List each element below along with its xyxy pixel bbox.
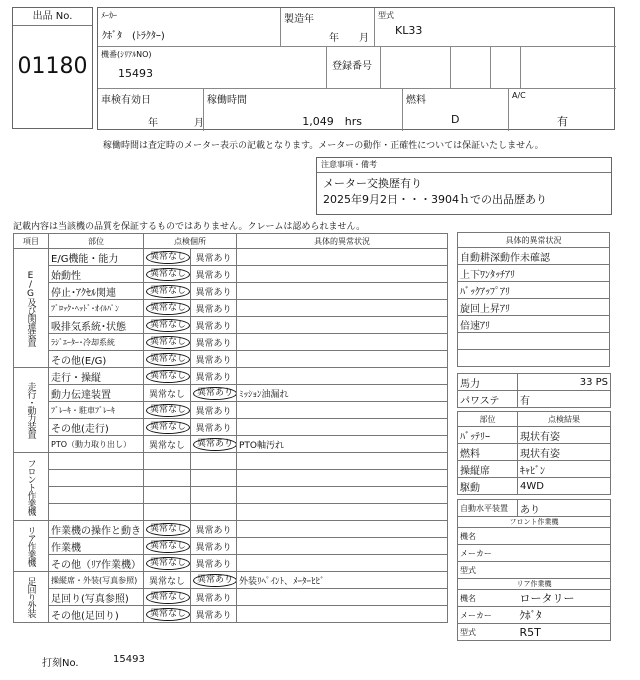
check-ok xyxy=(144,351,191,368)
issue-item: ﾊﾞｯｸｱｯﾌﾟｱﾘ xyxy=(458,282,610,299)
model-value: KL33 xyxy=(395,24,423,37)
no-abnormality-option: 異常なし xyxy=(146,251,190,264)
abnormality-option: 異常あり xyxy=(195,253,232,264)
check-ok xyxy=(144,385,191,402)
table-row xyxy=(14,300,448,317)
serial-label: 機番(ｼﾘｱﾙNO) xyxy=(101,50,152,59)
check-ok xyxy=(144,555,191,572)
abnormality-option: 異常あり xyxy=(195,406,232,417)
check-ok xyxy=(144,266,191,283)
check-ng xyxy=(191,283,237,300)
issue-item: 旋回上昇ｱﾘ xyxy=(458,299,610,316)
check-ng xyxy=(191,436,237,453)
part-name: PTO（動力取り出し） xyxy=(49,436,144,453)
check-ng xyxy=(191,402,237,419)
rear-implement-row xyxy=(458,590,611,607)
abnormality-option: 異常あり xyxy=(195,270,232,281)
specs-table xyxy=(457,373,611,408)
model-cell xyxy=(375,8,616,47)
auto-level-label: 自動水平装置 xyxy=(458,500,518,517)
group-label: E/G及び関連装置 xyxy=(14,249,49,368)
check-ok xyxy=(144,436,191,453)
issue-row xyxy=(458,282,610,299)
issue-row xyxy=(458,350,610,367)
check-ng xyxy=(191,589,237,606)
abnormality-option: 異常あり xyxy=(195,593,232,604)
detail xyxy=(237,538,448,555)
detail xyxy=(237,249,448,266)
check-ok xyxy=(144,419,191,436)
fuel-cell xyxy=(403,89,509,131)
check-ng xyxy=(191,538,237,555)
power-steering-value: 有 xyxy=(518,391,611,408)
table-row xyxy=(14,402,448,419)
group-label: フロント作業機 xyxy=(14,453,49,521)
issue-item xyxy=(458,333,610,350)
check-ng xyxy=(191,368,237,385)
abnormality-option: 異常あり xyxy=(195,423,232,434)
detail: ﾐｯｼｮﾝ油漏れ xyxy=(237,385,448,402)
check-ng xyxy=(191,351,237,368)
table-row xyxy=(14,538,448,555)
year-cell xyxy=(281,8,375,47)
table-row xyxy=(14,589,448,606)
implement-field-label: 機名 xyxy=(458,590,518,607)
group-label: 足回り外装 xyxy=(14,572,49,623)
part-name: 走行・操縦 xyxy=(49,368,144,385)
part-name xyxy=(49,470,144,487)
part-name: その他(走行) xyxy=(49,419,144,436)
abnormality-option: 異常あり xyxy=(193,438,237,451)
no-abnormality-option: 異常なし xyxy=(146,370,190,383)
check-ng xyxy=(191,470,237,487)
detail xyxy=(237,453,448,470)
part-name xyxy=(49,487,144,504)
check-ng xyxy=(191,453,237,470)
group-label: リア作業機 xyxy=(14,521,49,572)
maker-label: ﾒｰｶｰ xyxy=(101,11,117,20)
header-item: 項目 xyxy=(14,234,49,249)
detail xyxy=(237,504,448,521)
part-name: 動力伝達装置 xyxy=(49,385,144,402)
ac-cell xyxy=(509,89,616,131)
detail xyxy=(237,402,448,419)
inspection-label: 車検有効日 xyxy=(101,95,151,106)
no-abnormality-option: 異常なし xyxy=(146,540,190,553)
issue-row xyxy=(458,316,610,333)
model-label: 型式 xyxy=(378,11,394,20)
serial-value: 15493 xyxy=(118,67,153,80)
hp-label: 馬力 xyxy=(458,374,518,391)
part-name xyxy=(49,453,144,470)
abnormality-option: 異常あり xyxy=(195,372,232,383)
reg-box-3 xyxy=(491,47,521,89)
check-ok xyxy=(144,317,191,334)
abnormality-option: 異常あり xyxy=(195,525,232,536)
part-name: 作業機 xyxy=(49,538,144,555)
issue-row xyxy=(458,265,610,282)
implement-field-label: 型式 xyxy=(458,624,518,641)
detail xyxy=(237,266,448,283)
no-abnormality-option: 異常なし xyxy=(146,591,190,604)
check-ok xyxy=(144,538,191,555)
fuel-value: D xyxy=(451,113,460,126)
check-ng xyxy=(191,300,237,317)
implement-field-label: 型式 xyxy=(458,562,518,579)
group-label: 走行・動力装置 xyxy=(14,368,49,453)
implement-field-value xyxy=(518,562,611,579)
part-name: ﾌﾞﾛｯｸ･ﾍｯﾄﾞ･ｵｲﾙﾊﾟﾝ xyxy=(49,300,144,317)
table-row xyxy=(14,266,448,283)
abnormality-option: 異常あり xyxy=(193,574,237,587)
rear-implement-header: リア作業機 xyxy=(458,579,611,590)
part-name: ﾗｼﾞｴｰﾀｰ･冷却系統 xyxy=(49,334,144,351)
ac-value: 有 xyxy=(557,115,568,128)
detail: 外装ﾘﾍﾟｲﾝﾄ、ﾒｰﾀｰﾋﾋﾞ xyxy=(237,572,448,589)
table-row xyxy=(14,504,448,521)
check-ng xyxy=(191,334,237,351)
check-ng xyxy=(191,266,237,283)
inspection-table xyxy=(13,233,448,623)
front-implement-header: フロント作業機 xyxy=(458,517,611,528)
check-ng xyxy=(191,572,237,589)
detail xyxy=(237,368,448,385)
no-abnormality-option: 異常なし xyxy=(146,319,190,332)
check-result: 現状有姿 xyxy=(518,444,611,461)
check-ok xyxy=(144,334,191,351)
abnormality-option: 異常あり xyxy=(195,542,232,553)
check-part: 操縦席 xyxy=(458,461,518,478)
check-header-part: 部位 xyxy=(458,412,518,427)
detail xyxy=(237,487,448,504)
header-part: 部位 xyxy=(49,234,144,249)
issue-row xyxy=(458,333,610,350)
header-grid xyxy=(97,7,615,130)
table-row xyxy=(14,385,448,402)
abnormality-option: 異常あり xyxy=(195,287,232,298)
check-row xyxy=(458,444,611,461)
implement-field-label: メーカー xyxy=(458,545,518,562)
reg-label: 登録番号 xyxy=(332,61,372,72)
part-name: その他(E/G) xyxy=(49,351,144,368)
notes-label: 注意事項・備考 xyxy=(317,158,611,173)
abnormality-option: 異常あり xyxy=(193,387,237,400)
check-part: 燃料 xyxy=(458,444,518,461)
hp-value: 33 PS xyxy=(518,374,611,391)
implement-header xyxy=(458,579,611,590)
listing-no-box xyxy=(12,7,93,129)
table-row xyxy=(14,351,448,368)
detail xyxy=(237,589,448,606)
table-row xyxy=(14,487,448,504)
implements-table xyxy=(457,499,611,641)
check-ng xyxy=(191,521,237,538)
inspection-year-unit: 年 xyxy=(148,118,158,129)
no-abnormality-option: 異常なし xyxy=(146,404,190,417)
reg-box-4 xyxy=(521,47,616,89)
detail xyxy=(237,317,448,334)
notes-line-2: 2025年9月2日・・・3904ｈでの出品歴あり xyxy=(323,193,547,206)
issue-row xyxy=(458,299,610,316)
check-result: 現状有姿 xyxy=(518,427,611,444)
table-row xyxy=(14,606,448,623)
table-row xyxy=(14,419,448,436)
implement-field-label: 機名 xyxy=(458,528,518,545)
issue-item: 倍速ｱﾘ xyxy=(458,316,610,333)
detail xyxy=(237,300,448,317)
year-label: 製造年 xyxy=(284,14,314,25)
auto-level-value: あり xyxy=(518,500,611,517)
header-check: 点検個所 xyxy=(144,234,237,249)
check-part: 駆動 xyxy=(458,478,518,495)
notes-line-1: メーター交換歴有り xyxy=(323,177,422,190)
detail: PTO軸汚れ xyxy=(237,436,448,453)
part-name: 作業機の操作と動き xyxy=(49,521,144,538)
ac-label: A/C xyxy=(512,91,526,100)
serial-cell xyxy=(98,47,327,89)
table-header xyxy=(14,234,448,249)
inspection-cell xyxy=(98,89,204,131)
fuel-label: 燃料 xyxy=(406,95,426,106)
table-row xyxy=(14,249,448,266)
table-row xyxy=(14,283,448,300)
table-row xyxy=(14,555,448,572)
check-row xyxy=(458,461,611,478)
check-ok xyxy=(144,300,191,317)
disclaimer: 記載内容は当該機の品質を保証するものではありません。クレームは認められません。 xyxy=(13,222,366,232)
right-issues-table xyxy=(457,232,610,367)
check-ok xyxy=(144,453,191,470)
detail xyxy=(237,334,448,351)
detail xyxy=(237,283,448,300)
implement-field-value xyxy=(518,528,611,545)
check-ng xyxy=(191,419,237,436)
issue-item xyxy=(458,350,610,367)
check-ng xyxy=(191,249,237,266)
check-ng xyxy=(191,606,237,623)
month-unit: 月 xyxy=(359,33,369,44)
no-abnormality-option: 異常なし xyxy=(148,440,185,451)
abnormality-option: 異常あり xyxy=(195,338,232,349)
detail xyxy=(237,351,448,368)
check-ok xyxy=(144,572,191,589)
right-issues-header: 具体的異常状況 xyxy=(458,233,610,248)
reg-box-1 xyxy=(381,47,451,89)
implement-field-value: ロータリー xyxy=(518,590,611,607)
check-header-result: 点検結果 xyxy=(518,412,611,427)
part-name: 吸排気系統･状態 xyxy=(49,317,144,334)
detail xyxy=(237,606,448,623)
implement-header xyxy=(458,517,611,528)
stamp-value: 15493 xyxy=(113,654,145,665)
table-row xyxy=(14,521,448,538)
check-ok xyxy=(144,504,191,521)
check-ok xyxy=(144,283,191,300)
abnormality-option: 異常あり xyxy=(195,610,232,621)
check-ok xyxy=(144,470,191,487)
no-abnormality-option: 異常なし xyxy=(146,557,190,570)
check-row xyxy=(458,427,611,444)
rear-implement-row xyxy=(458,624,611,641)
notes-box xyxy=(316,157,612,215)
implement-field-value xyxy=(518,545,611,562)
part-name: 操縦席・外装(写真参照) xyxy=(49,572,144,589)
no-abnormality-option: 異常なし xyxy=(148,576,185,587)
abnormality-option: 異常あり xyxy=(195,559,232,570)
rear-implement-row xyxy=(458,607,611,624)
check-ok xyxy=(144,589,191,606)
check-ok xyxy=(144,249,191,266)
header-detail: 具体的異常状況 xyxy=(237,234,448,249)
abnormality-option: 異常あり xyxy=(195,304,232,315)
no-abnormality-option: 異常なし xyxy=(146,302,190,315)
part-name: 停止･ｱｸｾﾙ関連 xyxy=(49,283,144,300)
hours-cell xyxy=(204,89,403,131)
check-ng xyxy=(191,487,237,504)
inspection-month-unit: 月 xyxy=(194,118,204,129)
check-ok xyxy=(144,487,191,504)
detail xyxy=(237,555,448,572)
no-abnormality-option: 異常なし xyxy=(148,389,185,400)
part-name: 始動性 xyxy=(49,266,144,283)
front-implement-row xyxy=(458,528,611,545)
maker-cell xyxy=(98,8,281,47)
table-row xyxy=(14,470,448,487)
no-abnormality-option: 異常なし xyxy=(146,608,190,621)
check-part: ﾊﾞｯﾃﾘｰ xyxy=(458,427,518,444)
table-row xyxy=(14,453,448,470)
listing-no-label: 出品 No. xyxy=(13,8,92,26)
part-name xyxy=(49,504,144,521)
stamp-label: 打刻No. xyxy=(42,658,79,669)
check-ok xyxy=(144,606,191,623)
table-row xyxy=(14,334,448,351)
check-row xyxy=(458,478,611,495)
no-abnormality-option: 異常なし xyxy=(146,268,190,281)
front-implement-row xyxy=(458,562,611,579)
reg-box-2 xyxy=(451,47,491,89)
part-name: その他（ﾘｱ作業機） xyxy=(49,555,144,572)
check-result: 4WD xyxy=(518,478,611,495)
detail xyxy=(237,521,448,538)
issue-item: 上下ﾜﾝﾀｯﾁｱﾘ xyxy=(458,265,610,282)
part-name: E/G機能・能力 xyxy=(49,249,144,266)
implement-field-value: R5T xyxy=(518,624,611,641)
implement-field-label: メーカー xyxy=(458,607,518,624)
table-row xyxy=(14,572,448,589)
check-table xyxy=(457,411,611,495)
implement-field-value: ｸﾎﾞﾀ xyxy=(518,607,611,624)
table-row xyxy=(14,317,448,334)
no-abnormality-option: 異常なし xyxy=(146,285,190,298)
abnormality-option: 異常あり xyxy=(195,355,232,366)
year-unit: 年 xyxy=(329,33,339,44)
part-name: その他(足回り) xyxy=(49,606,144,623)
detail xyxy=(237,470,448,487)
part-name: 足回り(写真参照) xyxy=(49,589,144,606)
issue-item: 自動耕深動作未確認 xyxy=(458,248,610,265)
maker-value: ｸﾎﾞﾀ (ﾄﾗｸﾀｰ) xyxy=(102,31,165,42)
no-abnormality-option: 異常なし xyxy=(146,353,190,366)
front-implement-row xyxy=(458,545,611,562)
check-ng xyxy=(191,555,237,572)
check-ng xyxy=(191,317,237,334)
part-name: ﾌﾞﾚｰｷ・駐車ﾌﾞﾚｰｷ xyxy=(49,402,144,419)
no-abnormality-option: 異常なし xyxy=(146,336,190,349)
detail xyxy=(237,419,448,436)
power-steering-label: パワステ xyxy=(458,391,518,408)
abnormality-option: 異常あり xyxy=(195,321,232,332)
issue-row xyxy=(458,248,610,265)
no-abnormality-option: 異常なし xyxy=(146,421,190,434)
reg-cell xyxy=(327,47,381,89)
check-ng xyxy=(191,385,237,402)
check-ok xyxy=(144,368,191,385)
table-row xyxy=(14,368,448,385)
listing-no: 01180 xyxy=(17,54,88,79)
check-ok xyxy=(144,402,191,419)
hours-label: 稼働時間 xyxy=(207,95,247,106)
meter-note: 稼働時間は査定時のメーター表示の記載となります。メーターの動作・正確性については保証いたしません。 xyxy=(103,141,544,151)
no-abnormality-option: 異常なし xyxy=(146,523,190,536)
table-row xyxy=(14,436,448,453)
check-ok xyxy=(144,521,191,538)
check-ng xyxy=(191,504,237,521)
check-result: ｷｬﾋﾞﾝ xyxy=(518,461,611,478)
hours-value: 1,049 hrs xyxy=(302,115,362,128)
